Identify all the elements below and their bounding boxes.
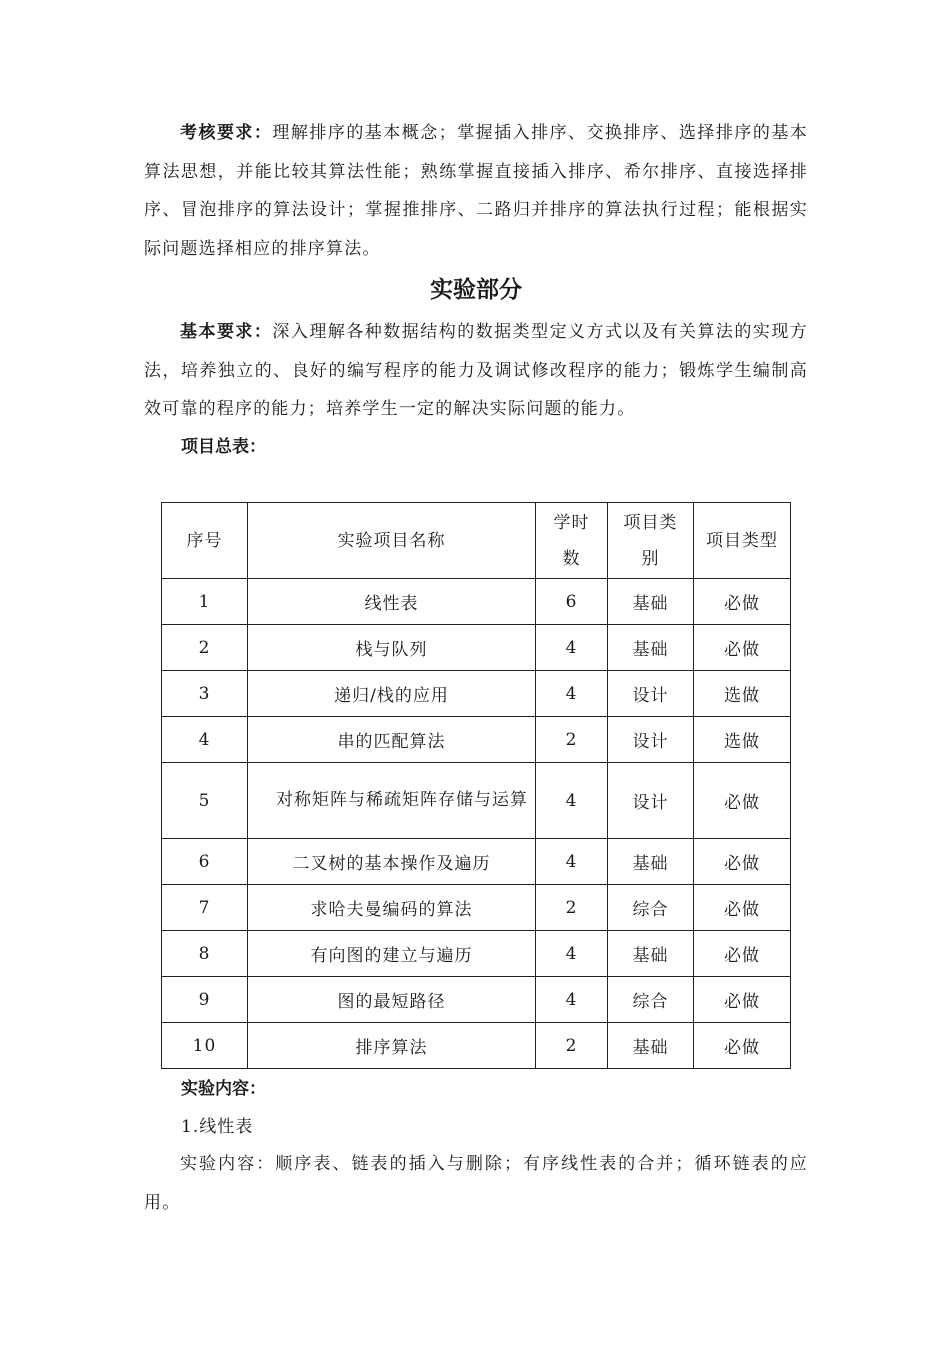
section-title: 实验部分 (430, 277, 522, 303)
cell-index: 8 (162, 931, 248, 977)
header-hours (536, 503, 608, 579)
basic-requirements (144, 313, 808, 429)
cell-hours: 2 (536, 1023, 608, 1069)
item1-content: 实验内容：顺序表、链表的插入与删除；有序线性表的合并；循环链表的应用。 (144, 1154, 808, 1213)
table-row (162, 625, 791, 671)
cell-type: 选做 (694, 671, 791, 717)
cell-index: 2 (162, 625, 248, 671)
cell-type: 选做 (694, 717, 791, 763)
table-row (162, 671, 791, 717)
cell-category: 基础 (608, 839, 694, 885)
cell-hours: 4 (536, 625, 608, 671)
cell-type: 必做 (694, 579, 791, 625)
content-heading: 实验内容： (181, 1079, 266, 1099)
cell-type: 必做 (694, 931, 791, 977)
header-hours-text: 学时数 (553, 512, 590, 569)
cell-type: 必做 (694, 885, 791, 931)
cell-type: 必做 (694, 763, 791, 839)
cell-name: 栈与队列 (248, 625, 536, 671)
cell-index: 1 (162, 579, 248, 625)
cell-index: 9 (162, 977, 248, 1023)
cell-category: 基础 (608, 931, 694, 977)
table-heading: 项目总表： (181, 437, 266, 457)
cell-hours: 4 (536, 977, 608, 1023)
cell-hours: 4 (536, 839, 608, 885)
project-table (161, 502, 791, 1069)
cell-category: 基础 (608, 625, 694, 671)
cell-category: 基础 (608, 1023, 694, 1069)
cell-index: 4 (162, 717, 248, 763)
cell-index: 5 (162, 763, 248, 839)
exam-requirements-label: 考核要求： (180, 123, 273, 143)
cell-hours: 2 (536, 885, 608, 931)
cell-name: 图的最短路径 (248, 977, 536, 1023)
table-row (162, 977, 791, 1023)
table-row (162, 931, 791, 977)
cell-type: 必做 (694, 977, 791, 1023)
cell-category: 综合 (608, 885, 694, 931)
cell-category: 设计 (608, 763, 694, 839)
exam-requirements (144, 114, 808, 268)
header-index: 序号 (162, 503, 248, 579)
cell-hours: 4 (536, 763, 608, 839)
cell-name: 线性表 (248, 579, 536, 625)
cell-type: 必做 (694, 625, 791, 671)
cell-name: 二叉树的基本操作及遍历 (248, 839, 536, 885)
cell-name: 对称矩阵与稀疏矩阵存储与运算 (248, 763, 536, 839)
basic-requirements-text: 深入理解各种数据结构的数据类型定义方式以及有关算法的实现方法，培养独立的、良好的编写程序的能力及调试修改程序的能力；锻炼学生编制高效可靠的程序的能力；培养学生一定的解决实际问题的能力。 (144, 322, 809, 419)
table-row (162, 579, 791, 625)
cell-index: 7 (162, 885, 248, 931)
item1-title: 1.线性表 (181, 1117, 254, 1137)
cell-name: 递归/栈的应用 (248, 671, 536, 717)
exam-requirements-text: 理解排序的基本概念；掌握插入排序、交换排序、选择排序的基本算法思想，并能比较其算法性能；熟练掌握直接插入排序、希尔排序、直接选择排序、冒泡排序的算法设计；掌握推排序、二路归并排序的算法执行过程；能根据实际问题选择相应的排序算法。 (144, 123, 809, 259)
cell-category: 设计 (608, 717, 694, 763)
cell-hours: 6 (536, 579, 608, 625)
cell-index: 10 (162, 1023, 248, 1069)
cell-hours: 4 (536, 671, 608, 717)
header-type: 项目类型 (694, 503, 791, 579)
cell-name: 有向图的建立与遍历 (248, 931, 536, 977)
header-category-text: 项目类别 (623, 512, 678, 569)
table-row (162, 763, 791, 839)
cell-index: 6 (162, 839, 248, 885)
cell-category: 基础 (608, 579, 694, 625)
cell-category: 综合 (608, 977, 694, 1023)
table-row (162, 885, 791, 931)
table-row (162, 839, 791, 885)
cell-hours: 2 (536, 717, 608, 763)
cell-name: 排序算法 (248, 1023, 536, 1069)
cell-type: 必做 (694, 1023, 791, 1069)
cell-index: 3 (162, 671, 248, 717)
basic-requirements-label: 基本要求： (180, 322, 273, 342)
table-header-row (162, 503, 791, 579)
cell-category: 设计 (608, 671, 694, 717)
table-row (162, 1023, 791, 1069)
cell-hours: 4 (536, 931, 608, 977)
cell-name: 串的匹配算法 (248, 717, 536, 763)
header-name: 实验项目名称 (248, 503, 536, 579)
header-category (608, 503, 694, 579)
cell-name: 求哈夫曼编码的算法 (248, 885, 536, 931)
table-row (162, 717, 791, 763)
cell-type: 必做 (694, 839, 791, 885)
